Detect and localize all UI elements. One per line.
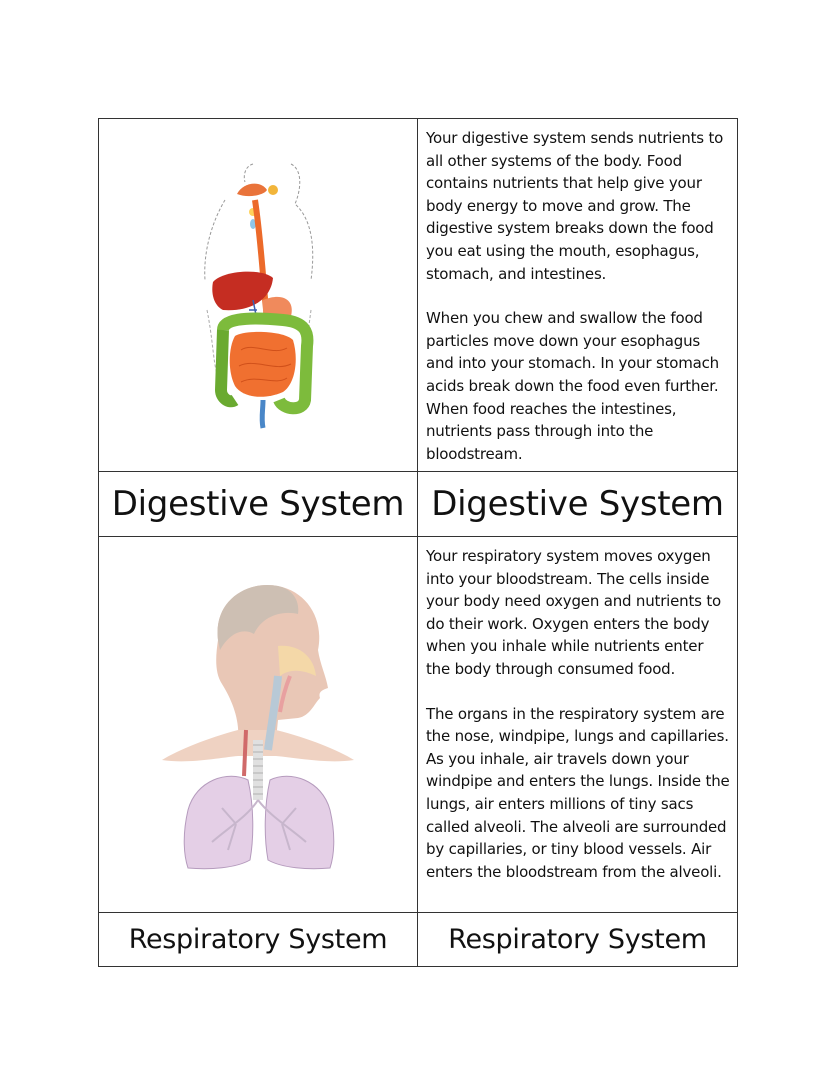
digestive-title-right: Digestive System — [431, 484, 724, 524]
digestive-title-left: Digestive System — [99, 472, 418, 536]
digestive-title-row — [99, 472, 737, 537]
respiratory-system-illustration — [158, 580, 358, 870]
digestive-description — [418, 119, 737, 471]
respiratory-title-right: Respiratory System — [448, 924, 707, 955]
respiratory-title-row — [99, 913, 737, 966]
respiratory-description — [418, 537, 737, 912]
respiratory-paragraph-2: The organs in the respiratory system are the nose, windpipe, lungs and capillaries. As you inhale, air travels down your windpipe and enters the lungs. Inside the lungs, air enters millions of tiny sacs called alveoli. The alveoli are surrounded by capillaries, or tiny blood vessels. Air enters the bloodstream from the alveoli. — [426, 704, 730, 881]
digestive-system-illustration — [183, 160, 333, 430]
respiratory-card-row — [99, 537, 737, 913]
digestive-paragraph-1: Your digestive system sends nutrients to all other systems of the body. Food contains nutrients that help give your body energy to move and grow. The digestive system breaks down the food you eat using the mouth, esophagus, stomach, and intestines. — [426, 129, 724, 283]
respiratory-paragraph-1: Your respiratory system moves oxygen into your bloodstream. The cells inside your body need oxygen and nutrients to do their work. Oxygen enters the body when you inhale while nutrients enter the body through consumed food. — [426, 547, 721, 678]
digestive-image-cell — [99, 119, 418, 471]
card-sheet — [98, 118, 738, 967]
respiratory-image-cell — [99, 537, 418, 912]
digestive-paragraph-2: When you chew and swallow the food particles move down your esophagus and into your stomach. In your stomach acids break down the food even further. When food reaches the intestines, nutrients pass through into the bloodstream. — [426, 309, 719, 463]
respiratory-title-left: Respiratory System — [99, 913, 418, 966]
digestive-card-row — [99, 119, 737, 472]
